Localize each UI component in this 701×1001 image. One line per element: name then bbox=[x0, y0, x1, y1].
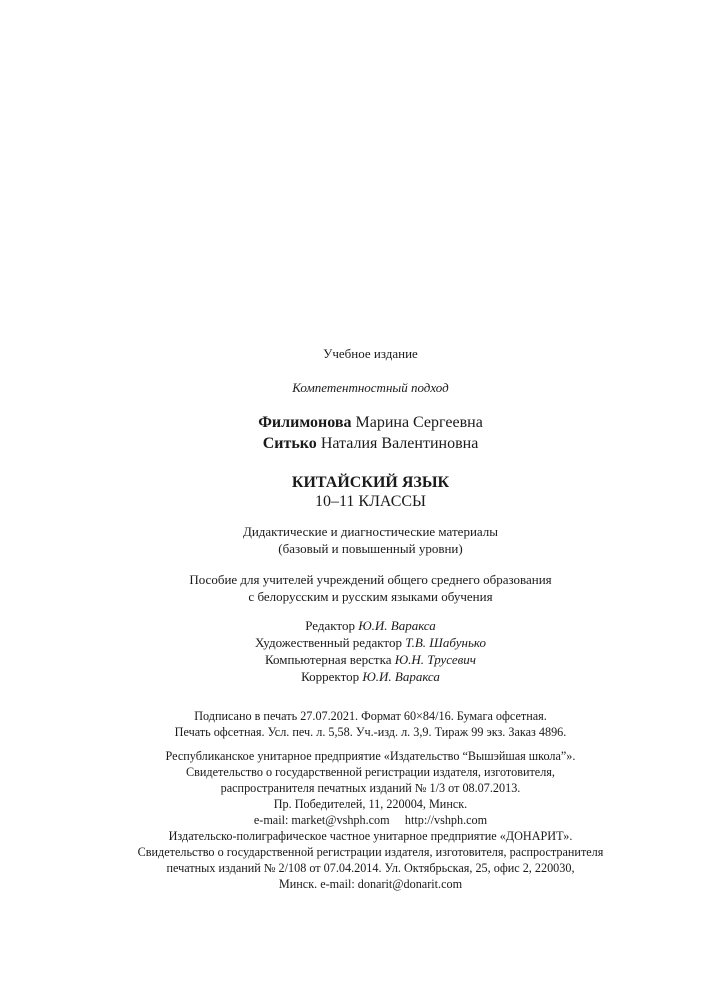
credit-role: Редактор bbox=[305, 618, 355, 633]
printer-line-1: Издательско-полиграфическое частное унитарное предприятие «ДОНАРИТ». bbox=[168, 829, 573, 843]
credit-person: Ю.И. Варакса bbox=[358, 618, 436, 633]
credit-art-editor bbox=[0, 635, 701, 651]
printer-line-2: Свидетельство о государственной регистрации издателя, изготовителя, распространителя bbox=[137, 845, 604, 859]
author-2-name: Наталия Валентиновна bbox=[320, 435, 479, 452]
publisher-line-4: Пр. Победителей, 11, 220004, Минск. bbox=[273, 797, 468, 811]
credit-layout bbox=[0, 652, 701, 668]
credit-role: Корректор bbox=[301, 669, 360, 684]
publisher-contacts: e-mail: market@vshph.com http://vshph.com bbox=[253, 813, 488, 827]
credit-proofreader bbox=[0, 669, 701, 685]
series-name: Компетентностный подход bbox=[292, 380, 449, 395]
author-1-name: Марина Сергеевна bbox=[355, 414, 483, 431]
publisher-line-1: Республиканское унитарное предприятие «Издательство “Вышэйшая школа”». bbox=[165, 749, 576, 763]
subtitle-line-1: Дидактические и диагностические материалы bbox=[242, 524, 499, 539]
printer-line-3: печатных изданий № 2/108 от 07.04.2014. Ул. Октябрьская, 25, офис 2, 220030, bbox=[166, 861, 575, 875]
printer-line-4: Минск. e-mail: donarit@donarit.com bbox=[278, 877, 463, 891]
credit-person: Т.В. Шабунько bbox=[405, 635, 486, 650]
credit-role: Художественный редактор bbox=[255, 635, 402, 650]
print-info-line-1: Подписано в печать 27.07.2021. Формат 60×84/16. Бумага офсетная. bbox=[194, 709, 547, 723]
book-grades: 10–11 КЛАССЫ bbox=[315, 493, 426, 510]
credit-editor bbox=[0, 618, 701, 634]
book-title: КИТАЙСКИЙ ЯЗЫК bbox=[291, 474, 450, 491]
author-1-surname: Филимонова bbox=[258, 414, 352, 431]
author-1 bbox=[0, 414, 701, 432]
credit-role: Компьютерная верстка bbox=[264, 652, 392, 667]
audience-line-1: Пособие для учителей учреждений общего среднего образования bbox=[189, 572, 552, 587]
edition-type: Учебное издание bbox=[323, 346, 418, 361]
credit-person: Ю.Н. Трусевич bbox=[394, 652, 477, 667]
publisher-line-2: Свидетельство о государственной регистрации издателя, изготовителя, bbox=[186, 765, 555, 779]
credit-person: Ю.И. Варакса bbox=[362, 669, 440, 684]
publisher-line-3: распространителя печатных изданий № 1/3 от 08.07.2013. bbox=[220, 781, 521, 795]
author-2 bbox=[0, 435, 701, 453]
author-2-surname: Ситько bbox=[262, 435, 317, 452]
subtitle-line-2: (базовый и повышенный уровни) bbox=[278, 541, 463, 556]
print-info-line-2: Печать офсетная. Усл. печ. л. 5,58. Уч.-изд. л. 3,9. Тираж 99 экз. Заказ 4896. bbox=[174, 725, 567, 739]
audience-line-2: с белорусским и русским языками обучения bbox=[248, 589, 493, 604]
